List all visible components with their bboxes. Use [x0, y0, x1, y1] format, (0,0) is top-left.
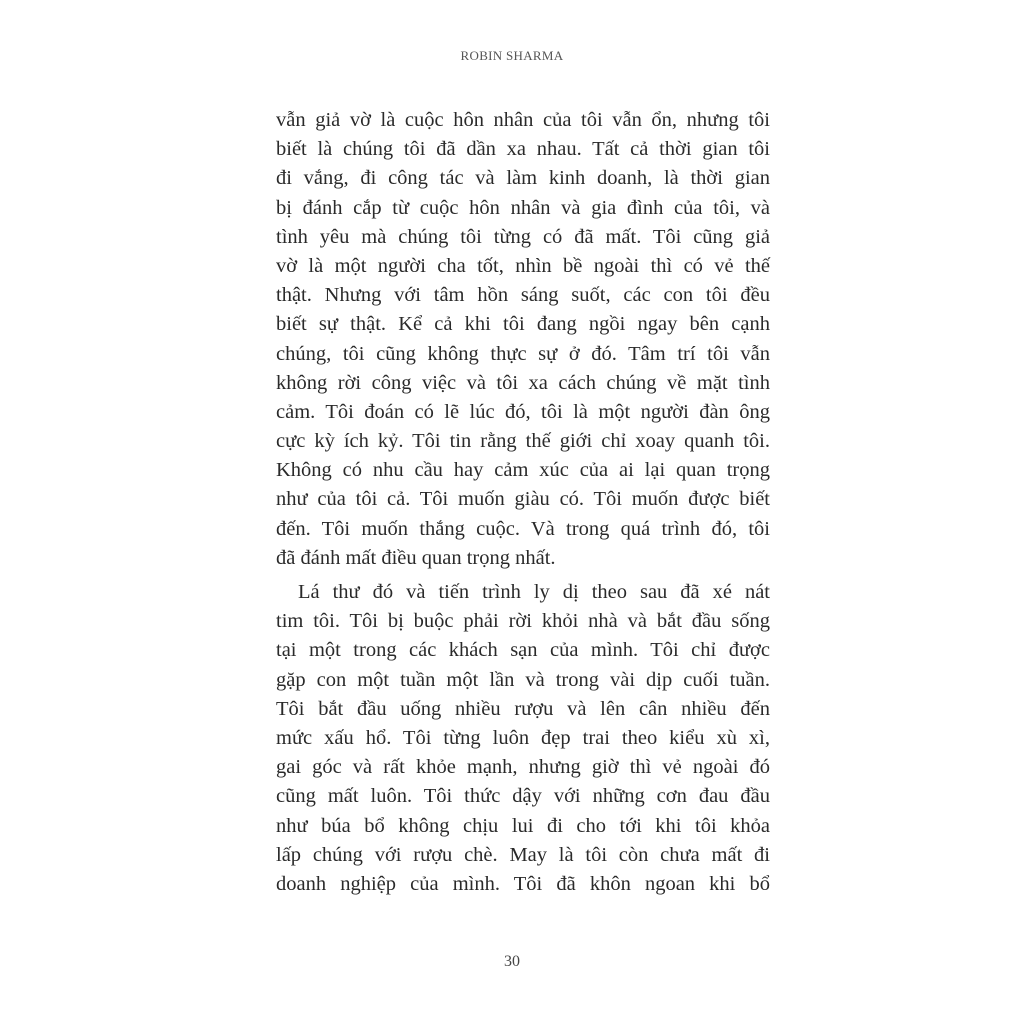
text-line: chúng, tôi cũng không thực sự ở đó. Tâm trí tôi vẫn: [276, 342, 770, 365]
text-line: tại một trong các khách sạn của mình. Tôi chỉ được: [276, 639, 770, 662]
text-line: vẫn giả vờ là cuộc hôn nhân của tôi vẫn ổn, nhưng tôi: [276, 109, 770, 131]
text-line: tình yêu mà chúng tôi từng có đã mất. Tôi cũng giả: [276, 225, 770, 248]
body-text: [276, 106, 770, 899]
text-line: lấp chúng với rượu chè. May là tôi còn chưa mất đi: [276, 843, 770, 866]
running-head-author: ROBIN SHARMA: [460, 48, 564, 63]
text-line: biết sự thật. Kể cả khi tôi đang ngồi ngay bên cạnh: [276, 313, 770, 336]
text-line: cực kỳ ích kỷ. Tôi tin rằng thế giới chỉ xoay quanh tôi.: [276, 430, 770, 453]
text-line: cảm. Tôi đoán có lẽ lúc đó, tôi là một người đàn ông: [276, 400, 770, 423]
page-number: 30: [504, 953, 520, 970]
text-line: Không có nhu cầu hay cảm xúc của ai lại quan trọng: [276, 459, 770, 482]
text-line: doanh nghiệp của mình. Tôi đã khôn ngoan khi bổ: [276, 872, 770, 895]
text-line: như của tôi cả. Tôi muốn giàu có. Tôi muốn được biết: [276, 488, 770, 511]
text-line: tim tôi. Tôi bị buộc phải rời khỏi nhà và bắt đầu sống: [276, 610, 770, 633]
text-line: đã đánh mất điều quan trọng nhất.: [276, 546, 556, 569]
paragraph-2: [276, 578, 770, 899]
text-line: như búa bổ không chịu lui đi cho tới khi tôi khỏa: [276, 814, 770, 837]
text-line: Lá thư đó và tiến trình ly dị theo sau đã xé nát: [298, 581, 770, 603]
text-line: bị đánh cắp từ cuộc hôn nhân và gia đình của tôi, và: [276, 196, 770, 219]
text-line: biết là chúng tôi đã dần xa nhau. Tất cả thời gian tôi: [276, 138, 770, 161]
text-line: thật. Nhưng với tâm hồn sáng suốt, các con tôi đều: [276, 284, 770, 307]
text-line: mức xấu hổ. Tôi từng luôn đẹp trai theo kiểu xù xì,: [276, 726, 770, 749]
text-line: cũng mất luôn. Tôi thức dậy với những cơn đau đầu: [276, 785, 770, 808]
text-line: gặp con một tuần một lần và trong vài dịp cuối tuần.: [276, 668, 770, 691]
text-line: Tôi bắt đầu uống nhiều rượu và lên cân nhiều đến: [276, 697, 770, 720]
text-line: đi vắng, đi công tác và làm kinh doanh, là thời gian: [276, 167, 770, 190]
text-line: gai góc và rất khỏe mạnh, nhưng giờ thì vẻ ngoài đó: [276, 756, 770, 779]
paragraph-1: [276, 106, 770, 573]
text-line: đến. Tôi muốn thắng cuộc. Và trong quá trình đó, tôi: [276, 517, 770, 540]
text-line: vờ là một người cha tốt, nhìn bề ngoài thì có vẻ thế: [276, 254, 770, 277]
text-line: không rời công việc và tôi xa cách chúng về mặt tình: [276, 371, 770, 394]
